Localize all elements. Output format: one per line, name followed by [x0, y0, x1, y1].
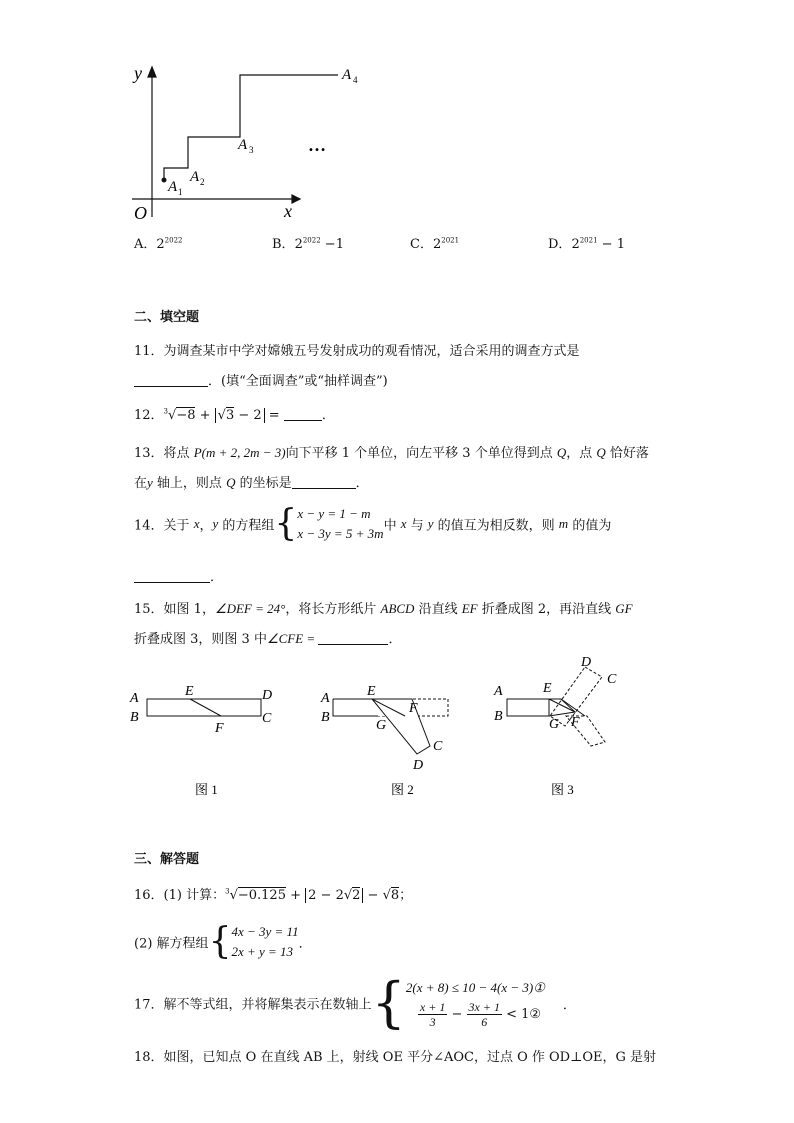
- staircase-figure: [120, 55, 370, 225]
- a4-label: A: [342, 67, 352, 83]
- q11-answer-blank: [134, 374, 208, 387]
- svg-text:D: D: [581, 655, 592, 670]
- option-a: A．$2^{2022}$: [134, 236, 183, 252]
- q17: 17．解不等式组，并将解集表示在数轴上{2(x + 8) ≤ 10 − 4(x − 3)① $\frac{x + 1}{3}$ − $\frac{3x + 1}{6}$ < 1②．: [134, 971, 576, 1034]
- folding-figures: [125, 650, 645, 805]
- svg-text:F: F: [409, 701, 418, 716]
- svg-text:B: B: [321, 710, 330, 725]
- q14: 14．关于 x，y 的方程组{x − y = 1 − m x − 3y = 5 + 3m中 x 与 y 的值互为相反数，则 m 的值为: [134, 503, 612, 544]
- q14-answer-blank: [134, 570, 210, 583]
- option-b: B．$2^{2022} -1$: [272, 236, 344, 252]
- fig1-rectangle: [147, 699, 261, 716]
- q12-answer-blank: [284, 408, 322, 421]
- fig1-caption: 图 1: [195, 782, 218, 797]
- svg-text:G: G: [549, 717, 560, 732]
- svg-text:A: A: [494, 684, 503, 699]
- q11-line1: 11．为调查某市中学对嫦娥五号发射成功的观看情况，适合采用的调查方式是: [134, 344, 580, 359]
- svg-text:E: E: [543, 681, 552, 696]
- svg-text:C: C: [433, 739, 443, 754]
- option-d: D．$2^{2021} - 1$: [548, 236, 625, 252]
- fig2-caption: 图 2: [391, 782, 414, 797]
- q13-line1: 13．将点 P(m + 2, 2m − 3)向下平移 1 个单位，向左平移 3 个单位得到点 Q，点 Q 恰好落: [134, 445, 649, 461]
- q11-line2: ．(填“全面调查”或“抽样调查”): [134, 370, 388, 389]
- a1-label: A: [168, 179, 178, 195]
- svg-text:F: F: [215, 721, 224, 736]
- fig1-fold-line: [190, 699, 221, 716]
- q15-line2: 折叠成图 3，则图 3 中∠CFE = ．: [134, 631, 402, 647]
- svg-text:B: B: [494, 709, 503, 724]
- svg-text:B: B: [130, 710, 139, 725]
- svg-text:D: D: [262, 688, 273, 703]
- a2-label: A: [190, 169, 200, 185]
- ellipsis: …: [308, 135, 326, 155]
- q16-part2: (2) 解方程组{4x − 3y = 11 2x + y = 13 ．: [134, 921, 312, 962]
- x-axis-label: x: [284, 201, 292, 221]
- q13-line2: 在y 轴上，则点 Q 的坐标是 ．: [134, 475, 369, 491]
- section3-title: 三、解答题: [134, 852, 200, 867]
- origin-label: O: [134, 203, 147, 223]
- point-a1: [162, 178, 167, 183]
- section2-title: 二、填空题: [134, 310, 200, 325]
- svg-text:3: 3: [249, 145, 254, 155]
- q13-answer-blank: [292, 476, 356, 489]
- svg-text:A: A: [321, 691, 330, 706]
- svg-text:C: C: [607, 672, 617, 687]
- svg-text:1: 1: [178, 187, 183, 197]
- q15-line1: 15．如图 1，∠DEF = 24°，将长方形纸片 ABCD 沿直线 EF 折叠成图 2，再沿直线 GF: [134, 601, 633, 617]
- q16-part1: 16．(1) 计算：$^3$√−0.125 + 2 − 2√2 − √8；: [134, 887, 413, 903]
- svg-text:G: G: [376, 718, 387, 733]
- svg-text:2: 2: [200, 177, 205, 187]
- a3-label: A: [238, 137, 248, 153]
- q15-answer-blank: [318, 632, 388, 645]
- svg-text:D: D: [413, 758, 424, 773]
- svg-text:A: A: [130, 691, 139, 706]
- fig3-rectangle: [507, 699, 549, 716]
- option-c: C．$2^{2021}$: [410, 236, 460, 252]
- y-axis-label: y: [134, 63, 142, 83]
- fig3-caption: 图 3: [551, 782, 574, 797]
- staircase-path: [164, 75, 338, 180]
- q12: 12．$^3$√−8 + √3 − 2 = ．: [134, 407, 335, 423]
- svg-text:E: E: [185, 684, 194, 699]
- q18: 18．如图，已知点 O 在直线 AB 上，射线 OE 平分∠AOC，过点 O 作 OD⊥OE，G 是射: [134, 1050, 656, 1065]
- q14-answer-line: ．: [134, 566, 223, 585]
- svg-text:E: E: [367, 684, 376, 699]
- svg-text:4: 4: [353, 75, 358, 85]
- svg-text:C: C: [262, 711, 272, 726]
- svg-text:F: F: [571, 715, 580, 730]
